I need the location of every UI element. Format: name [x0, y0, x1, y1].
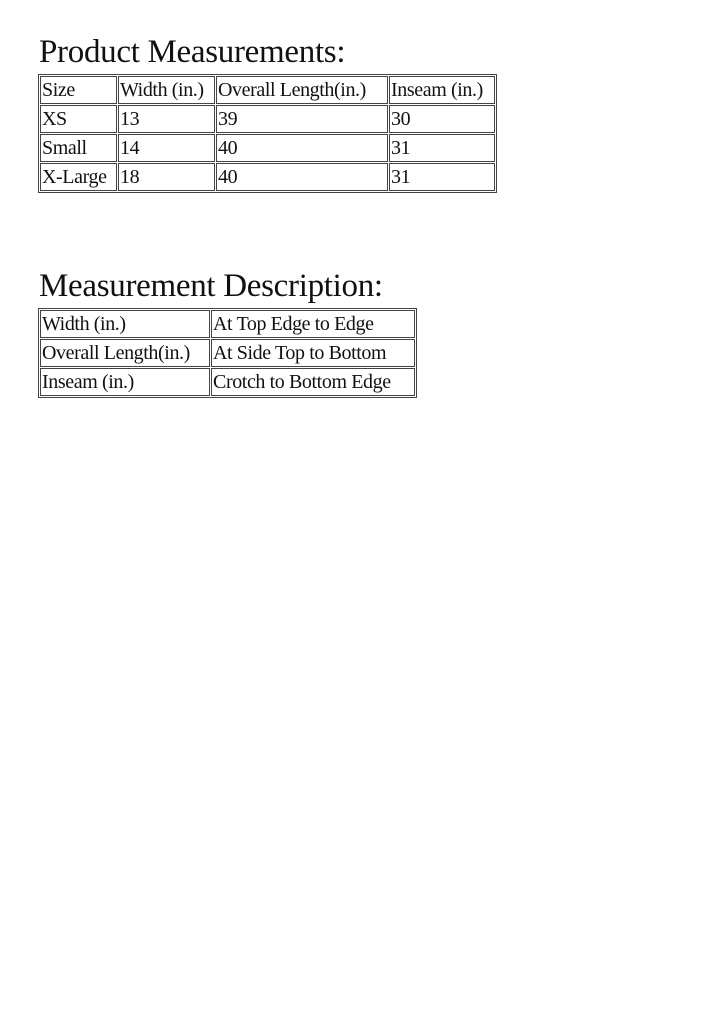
table-row — [40, 310, 415, 338]
measurement-description-table — [38, 308, 417, 398]
product-measurements-title: Product Measurements: — [39, 34, 346, 70]
table-cell: Crotch to Bottom Edge — [211, 368, 415, 396]
table-cell: X-Large — [40, 163, 117, 191]
product-measurements-table — [38, 74, 497, 193]
table-row — [40, 134, 495, 162]
table-cell: XS — [40, 105, 117, 133]
table-cell: 39 — [216, 105, 388, 133]
table-header-cell: Inseam (in.) — [389, 76, 495, 104]
table-cell: Overall Length(in.) — [40, 339, 210, 367]
table-cell: 13 — [118, 105, 215, 133]
table-cell: Width (in.) — [40, 310, 210, 338]
table-header-cell: Overall Length(in.) — [216, 76, 388, 104]
table-row — [40, 368, 415, 396]
measurement-description-title: Measurement Description: — [39, 268, 383, 304]
table-cell: At Side Top to Bottom — [211, 339, 415, 367]
table-cell: 18 — [118, 163, 215, 191]
table-cell: At Top Edge to Edge — [211, 310, 415, 338]
table-cell: Small — [40, 134, 117, 162]
table-row — [40, 105, 495, 133]
table-header-cell: Width (in.) — [118, 76, 215, 104]
table-row — [40, 339, 415, 367]
table-row — [40, 163, 495, 191]
table-header-cell: Size — [40, 76, 117, 104]
table-cell: 14 — [118, 134, 215, 162]
table-cell: 40 — [216, 163, 388, 191]
table-header-row — [40, 76, 495, 104]
table-cell: 40 — [216, 134, 388, 162]
table-cell: 31 — [389, 163, 495, 191]
table-cell: 30 — [389, 105, 495, 133]
table-cell: 31 — [389, 134, 495, 162]
table-cell: Inseam (in.) — [40, 368, 210, 396]
